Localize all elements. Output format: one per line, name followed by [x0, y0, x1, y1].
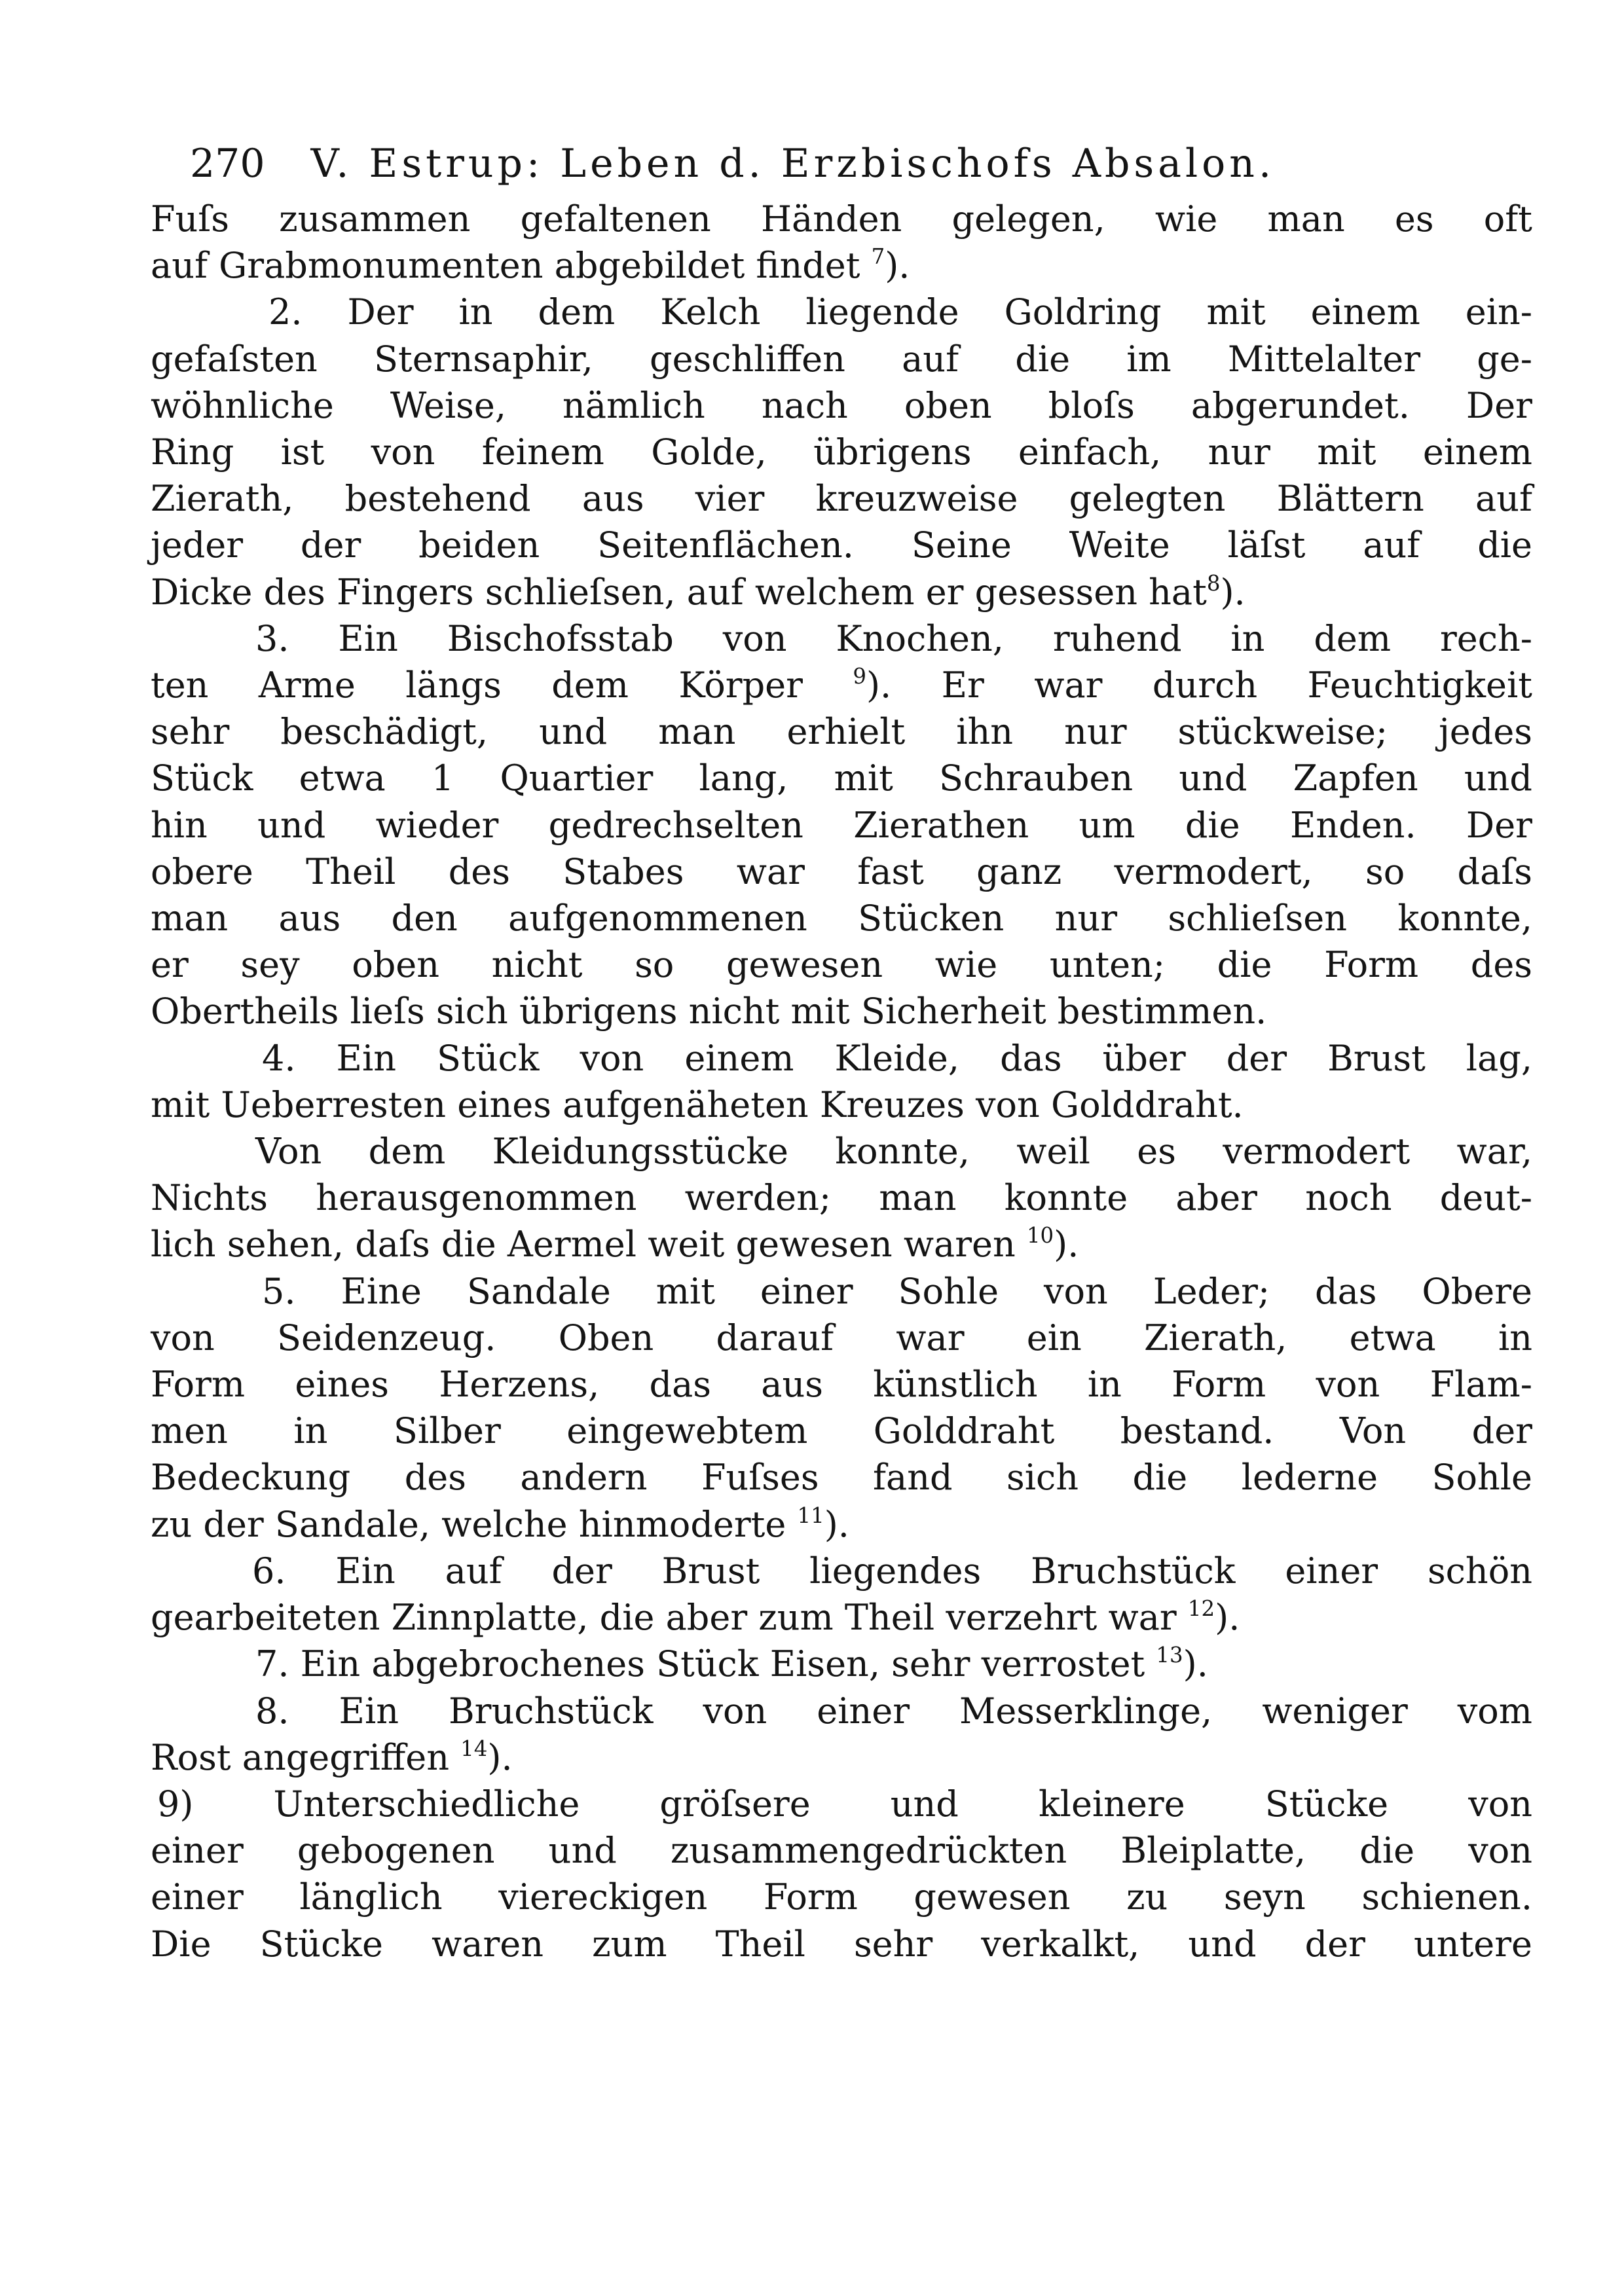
line-text: Bedeckung des andern Fuſses fand sich die lederne Sohle: [151, 1457, 1532, 1499]
line-text: wöhnliche Weise, nämlich nach oben bloſs abgerundet. Der: [151, 384, 1532, 426]
line-text: auf Grabmonumenten abgebildet findet: [151, 245, 872, 287]
text-line: [151, 895, 1532, 941]
running-head: [151, 134, 1532, 193]
line-text: 2. Der in dem Kelch liegende Goldring mit einem ein-: [268, 291, 1532, 333]
text-line: [151, 475, 1532, 522]
text-line: [151, 662, 1532, 708]
footnote-ref: 9: [853, 663, 866, 689]
line-text: Ring ist von feinem Golde, übrigens einfach, nur mit einem: [151, 431, 1532, 473]
line-text-after-note: ).: [1183, 1643, 1208, 1685]
line-text-after-note: ). Er war durch Feuchtigkeit: [866, 665, 1532, 706]
line-text: einer länglich viereckigen Form gewesen zu seyn schienen.: [151, 1876, 1532, 1918]
text-line: [151, 1874, 1532, 1920]
text-line: [151, 1548, 1532, 1594]
line-text: Fuſs zusammen gefaltenen Händen gelegen, wie man es oft: [151, 198, 1532, 240]
line-text: 5. Eine Sandale mit einer Sohle von Leder; das Obere: [262, 1270, 1532, 1312]
line-text: Rost angegriffen: [151, 1736, 461, 1778]
text-line: [151, 1221, 1532, 1267]
text-line: [151, 1408, 1532, 1454]
text-line: [151, 755, 1532, 801]
text-line: [151, 988, 1532, 1034]
footnote-ref: 8: [1206, 570, 1221, 596]
line-text: men in Silber eingewebtem Golddraht bestand. Von der: [151, 1410, 1532, 1452]
text-line: [151, 708, 1532, 755]
text-line: [151, 1315, 1532, 1361]
text-line: [151, 429, 1532, 475]
line-text-after-note: ).: [1054, 1224, 1079, 1266]
line-text-after-note: ).: [1215, 1597, 1240, 1639]
text-line: [151, 1594, 1532, 1641]
text-line: [151, 1175, 1532, 1221]
text-line: [151, 569, 1532, 615]
line-text: Stück etwa 1 Quartier lang, mit Schrauben und Zapfen und: [151, 757, 1532, 799]
line-text-after-note: ).: [824, 1503, 849, 1545]
line-text: hin und wieder gedrechselten Zierathen um die Enden. Der: [151, 804, 1532, 846]
footnote-ref: 12: [1187, 1596, 1215, 1622]
line-text: 8. Ein Bruchstück von einer Messerklinge, weniger vom: [255, 1690, 1532, 1732]
line-text: Von dem Kleidungsstücke konnte, weil es vermodert war,: [255, 1131, 1532, 1173]
running-title: V. Estrup: Leben d. Erzbischofs Absalon.: [310, 141, 1276, 187]
line-text: von Seidenzeug. Oben darauf war ein Zierath, etwa in: [151, 1317, 1532, 1358]
line-text-after-note: ).: [1220, 571, 1246, 613]
footnote-ref: 7: [871, 244, 885, 270]
footnote-ref: 10: [1026, 1223, 1054, 1248]
line-text: Zierath, bestehend aus vier kreuzweise gelegten Blättern auf: [151, 478, 1532, 520]
line-text: 4. Ein Stück von einem Kleide, das über der Brust lag,: [262, 1037, 1532, 1079]
text-line: [151, 1781, 1532, 1827]
line-text: er sey oben nicht so gewesen wie unten; die Form des: [151, 944, 1532, 986]
body-text: [151, 196, 1532, 1967]
line-text: gefaſsten Sternsaphir, geschliffen auf die im Mittelalter ge-: [151, 338, 1532, 380]
line-text: 6. Ein auf der Brust liegendes Bruchstück einer schön: [252, 1550, 1532, 1592]
text-line: [151, 1268, 1532, 1315]
footnote-ref: 13: [1156, 1643, 1183, 1668]
line-text: Die Stücke waren zum Theil sehr verkalkt, und der untere: [151, 1923, 1532, 1965]
text-line: [151, 941, 1532, 988]
line-text: mit Ueberresten eines aufgenäheten Kreuzes von Golddraht.: [151, 1084, 1244, 1125]
text-line: [151, 848, 1532, 895]
text-line: [151, 522, 1532, 568]
line-text: ten Arme längs dem Körper: [151, 665, 853, 706]
text-line: [151, 1827, 1532, 1874]
text-line: [151, 1734, 1532, 1781]
document-page: [151, 134, 1532, 1967]
line-text: Form eines Herzens, das aus künstlich in Form von Flam-: [151, 1364, 1532, 1406]
text-line: [151, 1688, 1532, 1734]
line-text: Nichts herausgenommen werden; man konnte aber noch deut-: [151, 1177, 1532, 1219]
text-line: [151, 1454, 1532, 1501]
text-line: [151, 1035, 1532, 1082]
text-line: [151, 382, 1532, 429]
line-text: jeder der beiden Seitenflächen. Seine Weite läſst auf die: [151, 524, 1532, 566]
line-text: gearbeiteten Zinnplatte, die aber zum Theil verzehrt war: [151, 1597, 1188, 1639]
line-text: 3. Ein Bischofsstab von Knochen, ruhend in dem rech-: [255, 617, 1532, 659]
line-text: Obertheils lieſs sich übrigens nicht mit Sicherheit bestimmen.: [151, 991, 1267, 1032]
line-text: sehr beschädigt, und man erhielt ihn nur stückweise; jedes: [151, 711, 1532, 753]
line-text: lich sehen, daſs die Aermel weit gewesen waren: [151, 1224, 1027, 1266]
text-line: [151, 1128, 1532, 1175]
line-text-after-note: ).: [487, 1736, 513, 1778]
line-text: man aus den aufgenommenen Stücken nur schlieſsen konnte,: [151, 898, 1532, 939]
text-line: [151, 1641, 1532, 1687]
page-number: 270: [190, 141, 265, 187]
text-line: [151, 336, 1532, 382]
text-line: [151, 615, 1532, 662]
footnote-ref: 14: [460, 1736, 488, 1761]
text-line: [151, 1921, 1532, 1967]
text-line: [151, 1082, 1532, 1128]
footnote-ref: 11: [797, 1503, 824, 1528]
line-text: einer gebogenen und zusammengedrückten Bleiplatte, die von: [151, 1830, 1532, 1872]
line-text-after-note: ).: [885, 245, 910, 287]
text-line: [151, 242, 1532, 289]
line-text: Dicke des Fingers schlieſsen, auf welchem er gesessen hat: [151, 571, 1207, 613]
line-text: zu der Sandale, welche hinmoderte: [151, 1503, 798, 1545]
text-line: [151, 1501, 1532, 1548]
line-text: 9) Unterschiedliche gröſsere und kleinere Stücke von: [157, 1783, 1532, 1825]
text-line: [151, 802, 1532, 848]
line-text: obere Theil des Stabes war fast ganz vermodert, so daſs: [151, 850, 1532, 892]
text-line: [151, 289, 1532, 335]
text-line: [151, 1361, 1532, 1408]
line-text: 7. Ein abgebrochenes Stück Eisen, sehr verrostet: [255, 1643, 1156, 1685]
text-line: [151, 196, 1532, 242]
